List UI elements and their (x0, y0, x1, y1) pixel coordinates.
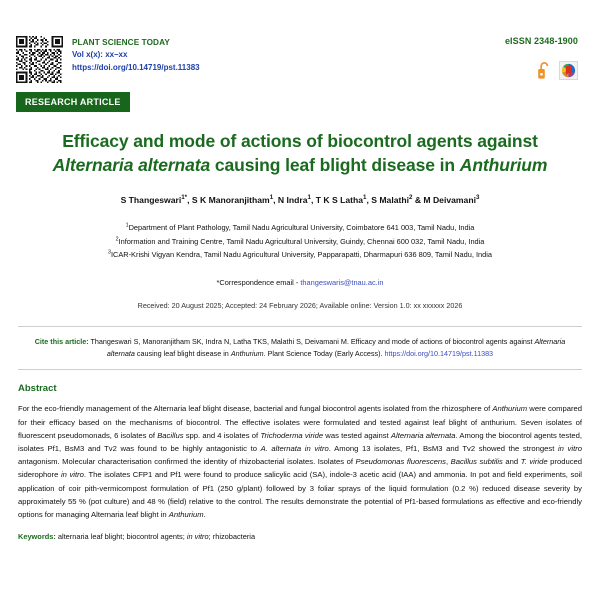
title-line-1: Efficacy and mode of actions of biocontrol agents against (62, 131, 538, 151)
eissn-label: eISSN 2348-1900 (504, 36, 578, 46)
citation-label: Cite this article: (34, 336, 89, 346)
journal-name: PLANT SCIENCE TODAY (72, 38, 170, 47)
abs-sp3: Alternaria alternata (390, 430, 456, 440)
abs-host1: Anthurium (492, 404, 528, 414)
page-header (0, 0, 600, 83)
abs-sp5: Pseudomonas fluorescens (355, 457, 446, 467)
abstract-section (18, 383, 582, 521)
abs-p9: and (502, 457, 521, 467)
affiliation-item: $^1$Department of Plant Pathology, Tamil Nadu Agricultural University, Coimbatore 641 003, Tamil Nadu, India (125, 222, 475, 232)
abs-p8: , (445, 457, 451, 467)
title-species: Alternaria alternata (52, 155, 211, 175)
citation-doi-link[interactable]: https://doi.org/10.14719/pst.11383 (384, 348, 494, 358)
abs-sp2: Trichoderma viride (260, 430, 324, 440)
abs-p1: For the eco-friendly management of the Alternaria leaf blight disease, bacterial and fungal biocontrol agents isolated from the rhizosphere of (18, 404, 493, 414)
abs-p2: were compared for their efficacy based on the mechanisms of biocontrol. The effective isolates were formulated and tested against leaf blight of anthurium. Seven isolates of fluorescent pseudomonads, 6 isolates of (18, 404, 582, 440)
publication-dates: Received: 20 August 2025; Accepted: 24 February 2026; Available online: Version 1.0: xx xxxxxx 2026 (137, 300, 463, 310)
keywords-label: Keywords: (18, 532, 56, 542)
abs-p6: . Among 13 isolates, Pf1, BsM3 and Tv2 showed the strongest (328, 443, 558, 453)
journal-meta (72, 36, 200, 74)
author-list: S Thangeswari$^{1*}$, S K Manoranjitham$^1$, N Indra$^1$, T K S Latha$^1$, S Malathi$^2$ & M Deivamani$^3$ (120, 194, 480, 205)
title-line-2-mid: causing leaf blight disease in (210, 155, 460, 175)
correspondence-line (0, 278, 600, 287)
page-title (40, 129, 560, 177)
title-host: Anthurium (459, 155, 548, 175)
abs-sp6: Bacillus subtilis (450, 457, 503, 467)
affiliation-item: $^3$ICAR-Krishi Vigyan Kendra, Tamil Nadu Agricultural University, Papparapatti, Dharmapuri 636 809, Tamil Nadu, India (107, 249, 493, 259)
header-right (505, 36, 586, 80)
abs-p4: was tested against (323, 430, 391, 440)
open-access-lock-icon[interactable] (537, 60, 551, 80)
keywords-text-a: alternaria leaf blight; biocontrol agents; (55, 532, 187, 542)
abs-p3: spp. and 4 isolates of (183, 430, 261, 440)
keywords-italic: in vitro (186, 532, 209, 542)
abs-it2: in vitro (60, 470, 84, 480)
citation-host: Anthurium (230, 348, 264, 358)
journal-volume: Vol x(x): xx–xx (72, 50, 128, 59)
correspondence-email[interactable]: thangeswaris@tnau.ac.in (300, 277, 384, 287)
abs-p10: produced siderophore (18, 457, 583, 480)
abs-sp1: Bacillus (157, 430, 184, 440)
abs-host2: Anthurium (168, 509, 204, 519)
abs-p11: . The isolates CFP1 and Pf1 were found to produce salicylic acid (SA), indole-3 acetic acid (IAA) and ammonia. In pot and field experiments, soil application of coir pith-vermicompost formulation of Pf1 (250 g/plant) followed by 3 foliar sprays of the liquid formulation (0.2 %) reduced disease severity by approximately 55 % (pot culture) and 48 % (field) relative to the control. The results demonstrate the potential of Pf1-based formulations as effective and eco-friendly options for managing Alternaria leaf blight in (18, 470, 582, 519)
article-type-badge: RESEARCH ARTICLE (16, 92, 130, 112)
journal-identity (16, 36, 200, 83)
abstract-text (18, 402, 582, 521)
citation-text-c: . Plant Science Today (Early Access). (263, 348, 385, 358)
abstract-heading: Abstract (18, 383, 57, 395)
citation-species: Alternaria alternata (106, 336, 566, 358)
citation-text-a: Thangeswari S, Manoranjitham SK, Indra N, Latha TKS, Malathi S, Deivamani M. Efficacy and mode of actions of biocontrol agents against (88, 336, 535, 346)
abs-sp4: A. alternata in vitro (260, 443, 329, 453)
keywords-text-b: ; rhizobacteria (208, 532, 256, 542)
journal-badge-icon[interactable] (559, 61, 578, 80)
abs-sp7: T. viride (520, 457, 548, 467)
citation-box (18, 326, 582, 371)
citation-text-b: causing leaf blight disease in (134, 348, 231, 358)
affiliation-item: $^2$Information and Training Centre, Tamil Nadu Agricultural University, Guindy, Chennai 600 032, Tamil Nadu, India (115, 236, 485, 246)
abs-p7: antagonism. Molecular characterisation confirmed the identity of rhizobacterial isolates. Isolates of (18, 457, 356, 467)
affiliation-list (24, 221, 576, 262)
qr-code-icon (16, 36, 63, 83)
journal-doi-link[interactable]: https://doi.org/10.14719/pst.11383 (72, 62, 200, 72)
header-badges (537, 60, 578, 80)
correspondence-label: *Correspondence email - (216, 277, 301, 287)
abs-it1: in vitro (557, 443, 582, 453)
keywords-line (18, 532, 582, 541)
abs-p5: . Among the biocontrol agents tested, isolates Pf1, BsM3 and Tv2 was found to be highly antagonistic to (18, 430, 582, 453)
abs-p12: . (203, 509, 206, 519)
